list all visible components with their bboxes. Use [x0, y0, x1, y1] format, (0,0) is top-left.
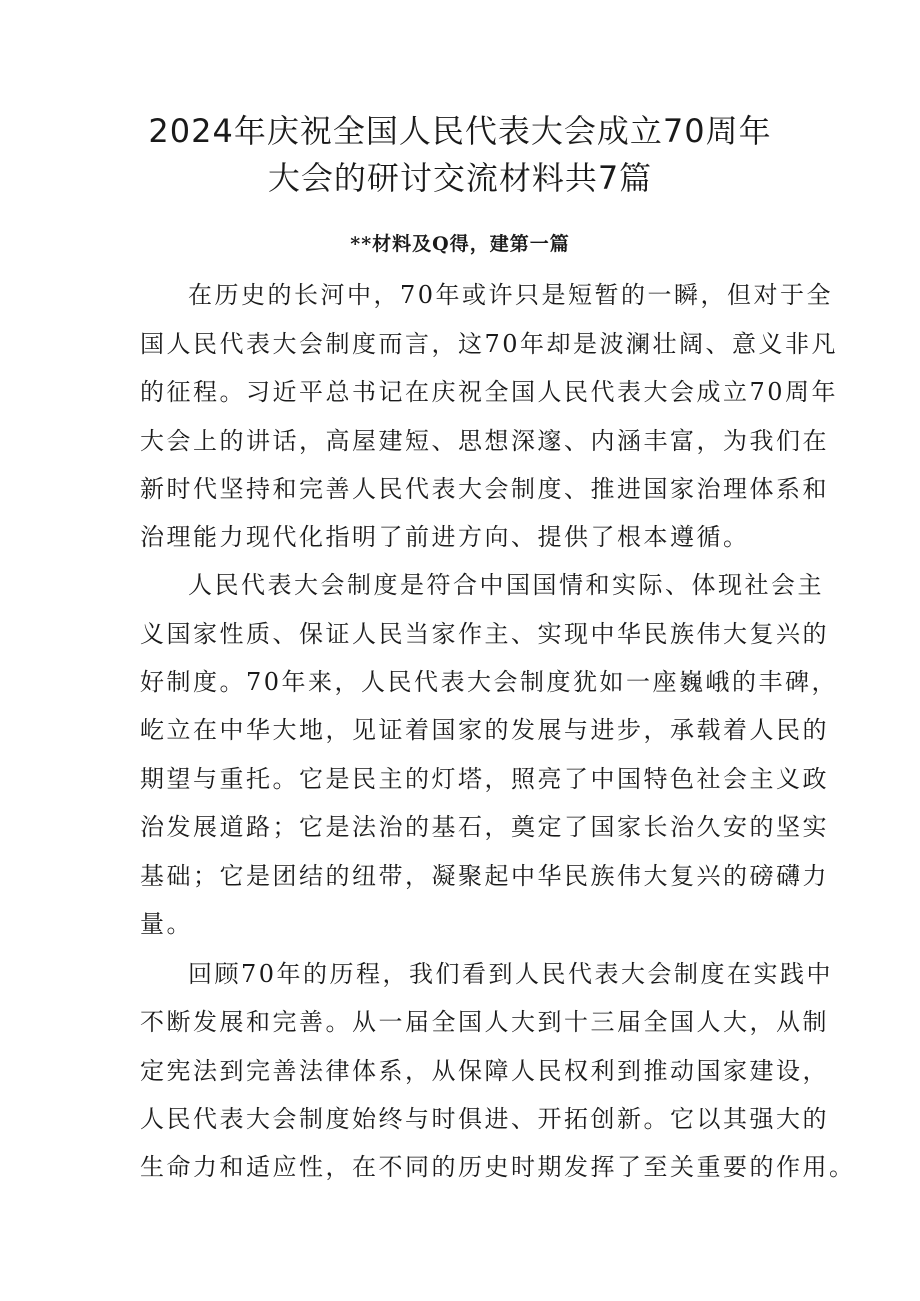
document-title-line-2: 大会的研讨交流材料共7篇 [267, 159, 653, 197]
paragraph-2-line-7: 基础；它是团结的纽带，凝聚起中华民族伟大复兴的磅礴力 [140, 862, 829, 890]
paragraph-2-line-4: 屹立在中华大地，见证着国家的发展与进步，承载着人民的 [140, 716, 829, 744]
paragraph-1-line-1: 在历史的长河中，70年或许只是短暂的一瞬，但对于全 [188, 281, 834, 309]
paragraph-2-line-5: 期望与重托。它是民主的灯塔，照亮了中国特色社会主义政 [140, 765, 829, 793]
paragraph-3-line-5: 生命力和适应性，在不同的历史时期发挥了至关重要的作用。 [140, 1153, 856, 1181]
paragraph-2-line-8: 量。 [140, 910, 193, 938]
document-title-line-1: 2024年庆祝全国人民代表大会成立70周年 [148, 112, 772, 150]
paragraph-3-line-4: 人民代表大会制度始终与时俱进、开拓创新。它以其强大的 [140, 1105, 829, 1133]
paragraph-1-line-3: 的征程。习近平总书记在庆祝全国人民代表大会成立70周年 [140, 378, 839, 406]
paragraph-2-line-6: 治发展道路；它是法治的基石，奠定了国家长治久安的坚实 [140, 813, 829, 841]
paragraph-3-line-1: 回顾70年的历程，我们看到人民代表大会制度在实践中 [188, 960, 834, 988]
paragraph-2-line-1: 人民代表大会制度是符合中国国情和实际、体现社会主 [188, 571, 824, 599]
paragraph-3-line-2: 不断发展和完善。从一届全国人大到十三届全国人大，从制 [140, 1008, 829, 1036]
paragraph-1-line-6: 治理能力现代化指明了前进方向、提供了根本遵循。 [140, 523, 750, 551]
paragraph-2-line-3: 好制度。70年来，人民代表大会制度犹如一座巍峨的丰碑， [140, 668, 839, 696]
paragraph-2-line-2: 义国家性质、保证人民当家作主、实现中华民族伟大复兴的 [140, 620, 829, 648]
paragraph-1-line-5: 新时代坚持和完善人民代表大会制度、推进国家治理体系和 [140, 475, 829, 503]
paragraph-1-line-2: 国人民代表大会制度而言，这70年却是波澜壮阔、意义非凡 [140, 330, 839, 358]
paragraph-1-line-4: 大会上的讲话，高屋建短、思想深邃、内涵丰富，为我们在 [140, 427, 829, 455]
document-subtitle: **材料及Q得，建第一篇 [350, 233, 570, 255]
paragraph-3-line-3: 定宪法到完善法律体系，从保障人民权利到推动国家建设， [140, 1057, 829, 1085]
